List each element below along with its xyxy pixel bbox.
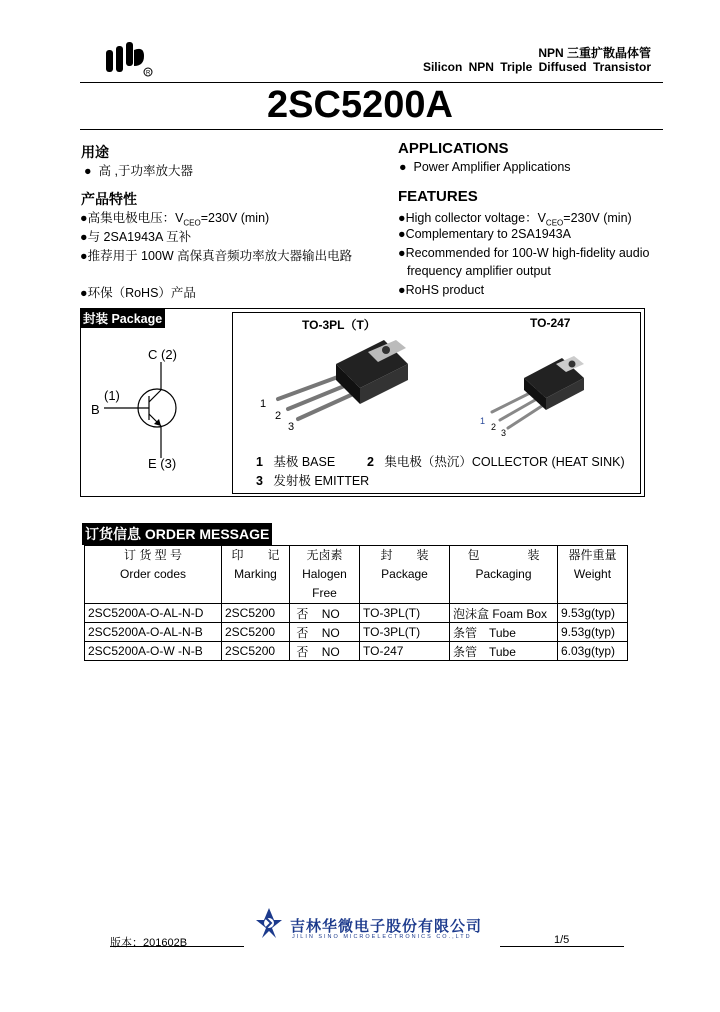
part-number-title: 2SC5200A [267,84,453,126]
footer-page: 1/5 [554,934,570,946]
pin-c-label: C (2) [148,347,177,362]
pkg2-name: TO-247 [530,316,571,330]
cell-weight: 6.03g(typ) [558,642,628,661]
feature-en-3-cont: frequency amplifier output [407,264,551,278]
table-row [85,604,628,623]
company-logo [104,40,154,78]
cell-marking: 2SC5200 [222,623,290,642]
order-table-header [85,546,628,604]
legend-1: 1 基极 BASE [256,455,336,469]
table-row [85,642,628,661]
footer-company-cn: 吉林华微电子股份有限公司 [290,918,483,935]
legend-3: 3 发射极 EMITTER [256,474,370,488]
pin-e-label: E (3) [148,456,177,471]
header-rule [80,82,663,83]
feature-en-2: ●Complementary to 2SA1943A [398,227,571,241]
header-subtitle-cn: NPN 三重扩散晶体管 [538,46,651,60]
cell-weight: 9.53g(typ) [558,604,628,623]
cell-halogen: 否 NO [290,642,360,661]
pkg1-name: TO-3PL（T） [302,318,376,332]
cell-marking: 2SC5200 [222,642,290,661]
pin-b-label: B [91,402,100,417]
footer-rule-right [500,946,624,947]
cell-package: TO-3PL(T) [360,623,450,642]
pkg1-lead-3: 3 [288,421,295,433]
cell-code: 2SC5200A-O-AL-N-D [85,604,222,623]
order-table [84,545,628,661]
feature-cn-2: ●与 2SA1943A 互补 [80,230,192,244]
cell-halogen: 否 NO [290,623,360,642]
pkg2-lead-2: 2 [491,422,497,432]
pkg1-lead-1: 1 [260,398,267,410]
cell-packaging: 条管 Tube [450,623,558,642]
feature-cn-1: ●高集电极电压：$V_{CEO}=230V$ (min) [80,211,270,228]
package-label: 封装 Package [80,308,165,328]
feature-en-1: ●High collector voltage：$V_{CEO}=230V$ (min) [398,211,632,228]
pkg1-lead-2: 2 [275,410,282,422]
col-packaging: 包 装 Packaging [450,546,558,604]
svg-text:R: R [146,70,151,77]
title-rule [80,129,663,130]
cell-halogen: 否 NO [290,604,360,623]
order-message-label: 订货信息 ORDER MESSAGE [82,523,272,545]
applications-item-en: ● Power Amplifier Applications [399,160,571,174]
feature-en-3: ●Recommended for 100-W high-fidelity audio [398,246,650,260]
cell-packaging: 条管 Tube [450,642,558,661]
legend-2: 2 集电极（热沉）COLLECTOR (HEAT SINK) [367,455,625,469]
cell-code: 2SC5200A-O-AL-N-B [85,623,222,642]
features-heading-en: FEATURES [398,188,478,205]
feature-cn-4: ●环保（RoHS）产品 [80,286,196,300]
col-package: 封 装 Package [360,546,450,604]
cell-packaging: 泡沫盒 Foam Box [450,604,558,623]
applications-heading-en: APPLICATIONS [398,140,509,157]
header-subtitle-en: Silicon NPN Triple Diffused Transistor [422,60,651,74]
footer-version: 版本：201602B [110,937,188,949]
footer-logo-icon [254,906,284,940]
col-weight: 器件重量 Weight [558,546,628,604]
feature-cn-3: ●推荐用于 100W 高保真音频功率放大器输出电路 [80,249,353,263]
npn-transistor-symbol [84,340,204,480]
applications-item-cn: ● 高 ,于功率放大器 [84,164,193,178]
to247-package-image [484,352,594,432]
pin-b-num: (1) [104,388,120,403]
pkg2-lead-3: 3 [501,428,507,438]
col-halogen-free: 无卤素 Halogen Free [290,546,360,604]
cell-package: TO-3PL(T) [360,604,450,623]
cell-code: 2SC5200A-O-W -N-B [85,642,222,661]
table-row [85,623,628,642]
footer-company-en: JILIN SINO MICROELECTRONICS CO.,LTD [292,934,472,940]
col-order-codes: 订 货 型 号 Order codes [85,546,222,604]
pkg2-lead-1: 1 [480,416,486,426]
cell-weight: 9.53g(typ) [558,623,628,642]
cell-marking: 2SC5200 [222,604,290,623]
col-marking: 印 记 Marking [222,546,290,604]
footer-rule-left [110,946,244,947]
cell-package: TO-247 [360,642,450,661]
feature-en-4: ●RoHS product [398,283,485,297]
applications-heading-cn: 用途 [81,144,109,160]
features-heading-cn: 产品特性 [81,191,137,207]
